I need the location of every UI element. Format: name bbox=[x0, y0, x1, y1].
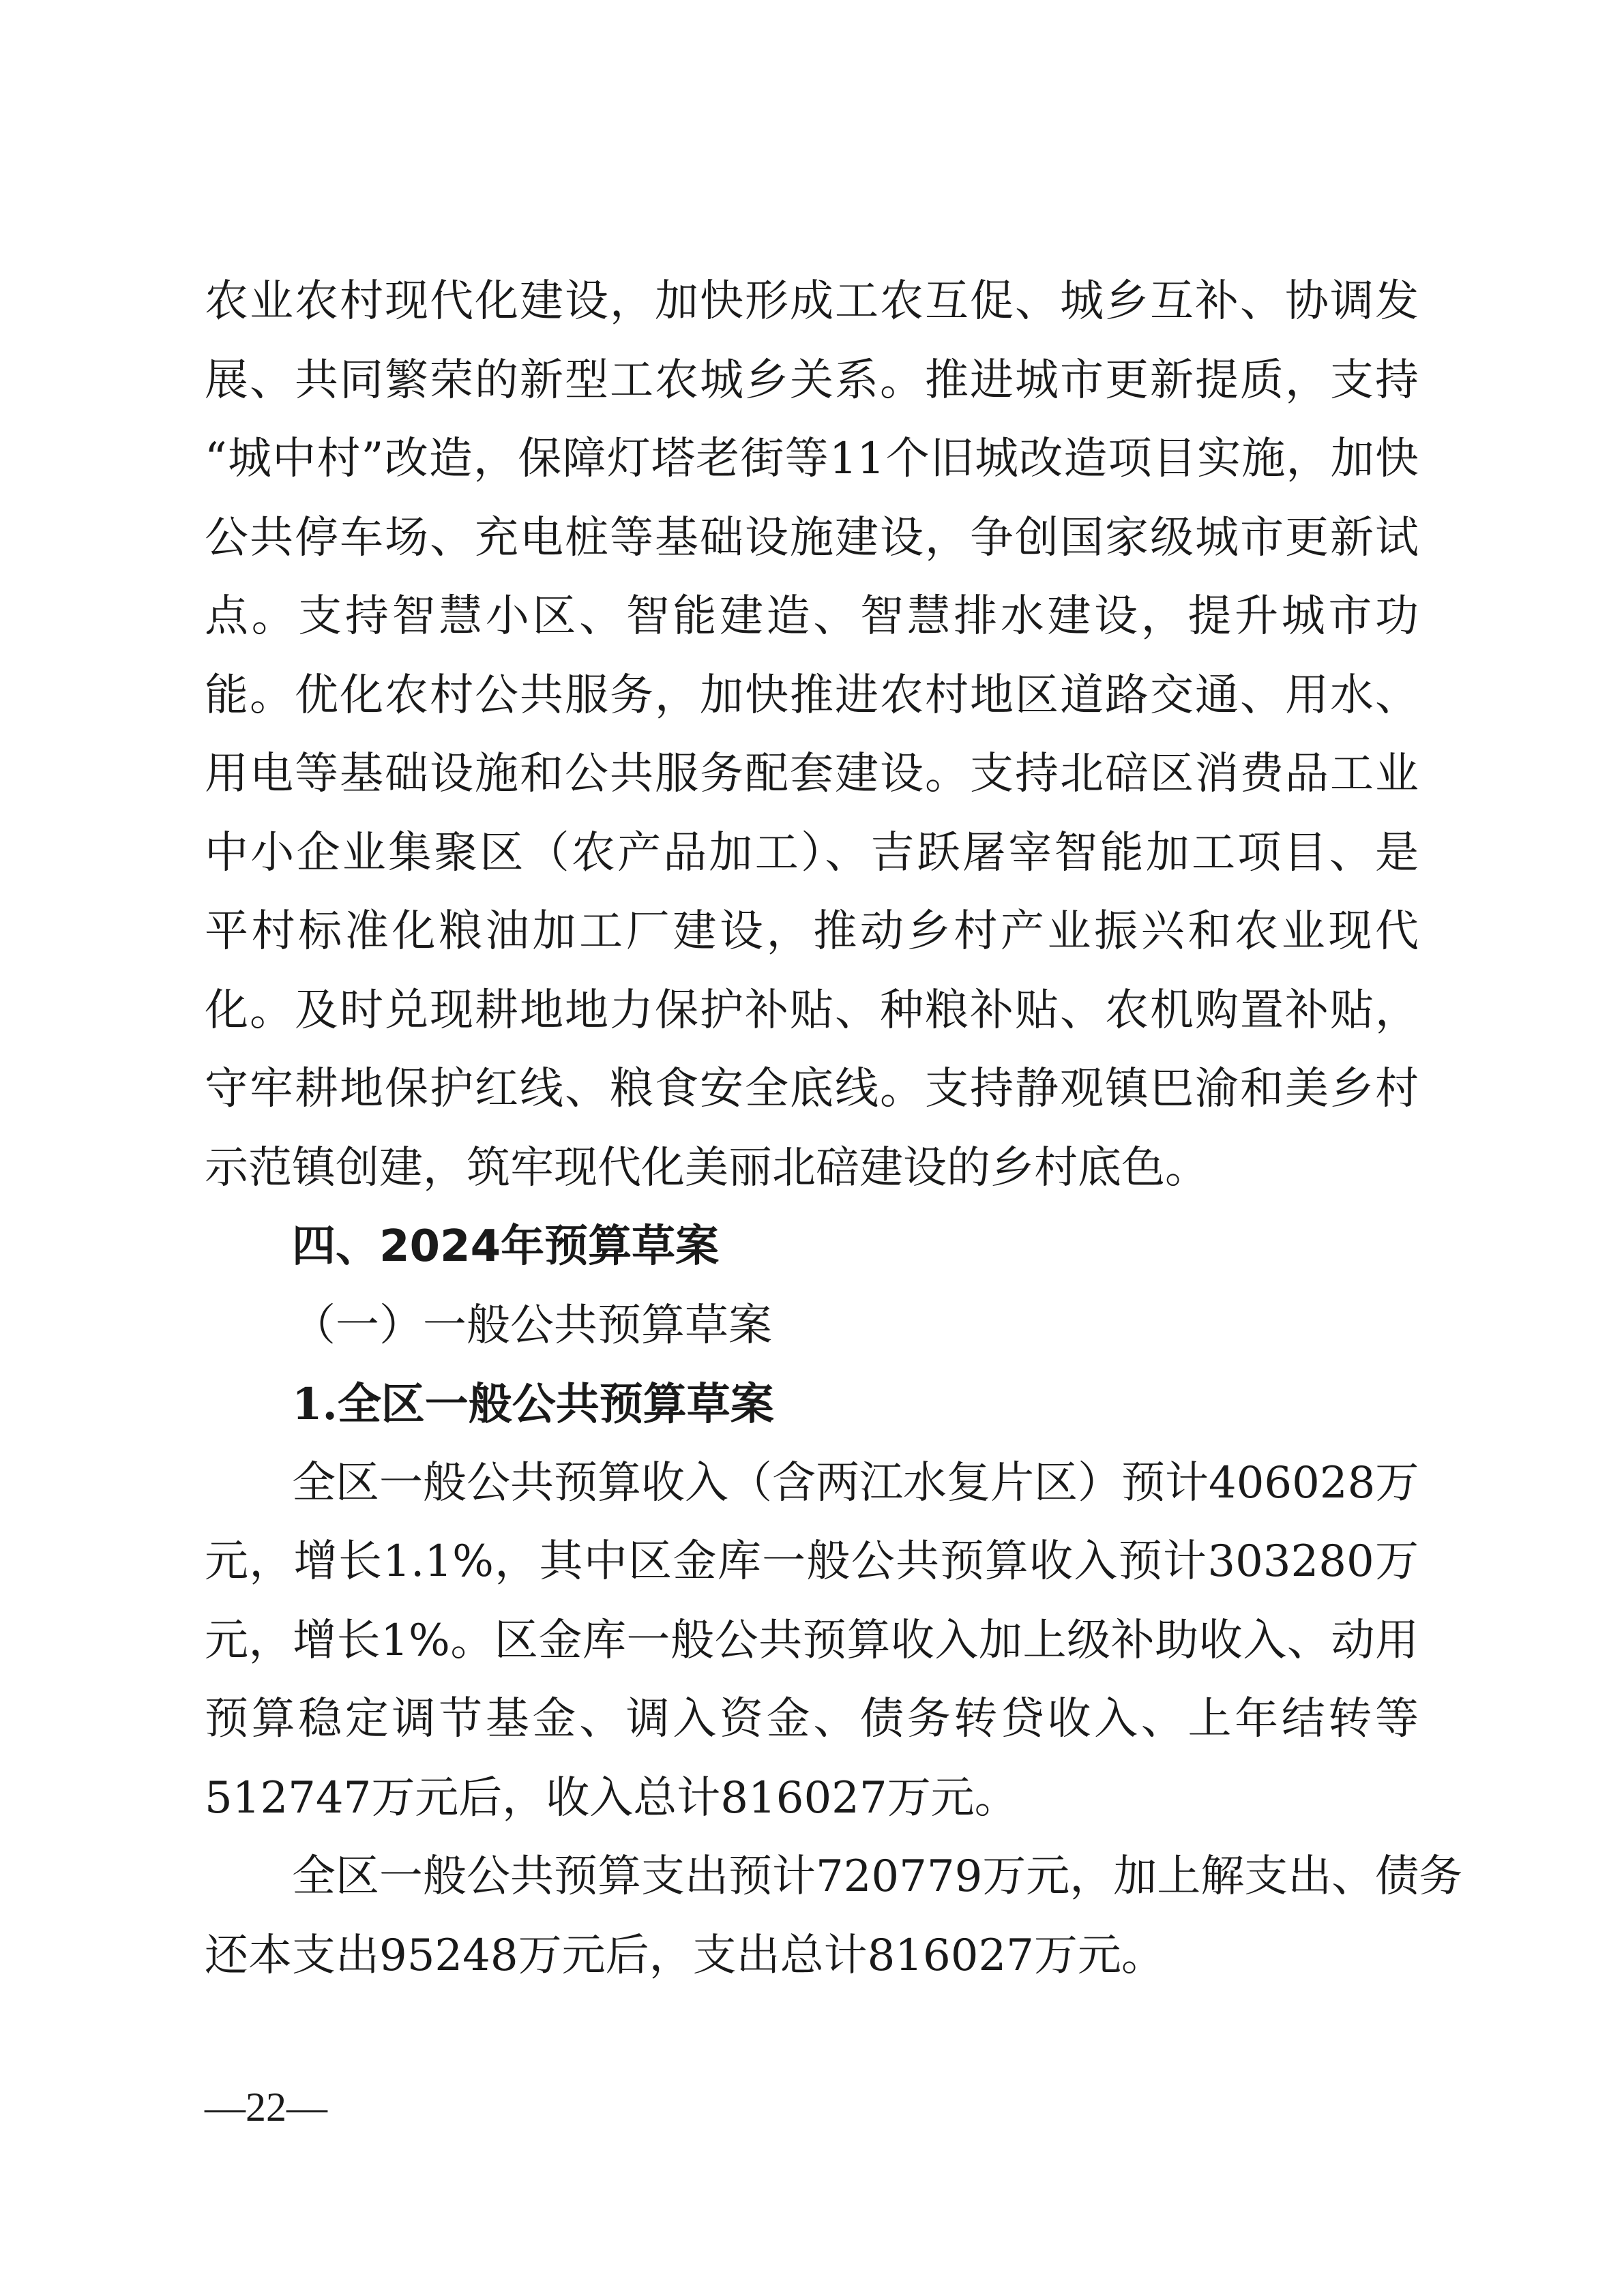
subsection-heading: （一）一般公共预算草案 bbox=[292, 1300, 772, 1351]
body-text bbox=[205, 263, 1463, 1995]
paragraph-line: 平村标准化粮油加工厂建设，推动乡村产业振兴和农业现代 bbox=[205, 906, 1419, 957]
paragraph-line: 元，增长1.1%，其中区金库一般公共预算收入预计303280万 bbox=[205, 1536, 1419, 1587]
paragraph-line: “城中村”改造，保障灯塔老街等11个旧城改造项目实施，加快 bbox=[205, 434, 1419, 484]
paragraph-line: 农业农村现代化建设，加快形成工农互促、城乡互补、协调发 bbox=[205, 276, 1419, 327]
paragraph-line: 预算稳定调节基金、调入资金、债务转贷收入、上年结转等 bbox=[205, 1694, 1419, 1744]
paragraph-line: 能。优化农村公共服务，加快推进农村地区道路交通、用水、 bbox=[205, 670, 1419, 721]
paragraph-line: 化。及时兑现耕地地力保护补贴、种粮补贴、农机购置补贴， bbox=[205, 985, 1419, 1036]
page-number: —22— bbox=[205, 2085, 327, 2130]
paragraph-line: 公共停车场、充电桩等基础设施建设，争创国家级城市更新试 bbox=[205, 512, 1419, 563]
paragraph-line: 守牢耕地保护红线、粮食安全底线。支持静观镇巴渝和美乡村 bbox=[205, 1064, 1419, 1114]
paragraph-line: 元，增长1%。区金库一般公共预算收入加上级补助收入、动用 bbox=[205, 1615, 1419, 1666]
paragraph-line: 全区一般公共预算支出预计720779万元，加上解支出、债务 bbox=[292, 1851, 1463, 1902]
paragraph-line: 中小企业集聚区（农产品加工）、吉跃屠宰智能加工项目、是 bbox=[205, 827, 1419, 878]
paragraph-line: 还本支出95248万元后，支出总计816027万元。 bbox=[205, 1930, 1165, 1981]
item-heading: 1.全区一般公共预算草案 bbox=[292, 1379, 774, 1430]
paragraph-line: 展、共同繁荣的新型工农城乡关系。推进城市更新提质，支持 bbox=[205, 355, 1419, 406]
section-heading: 四、2024年预算草案 bbox=[292, 1221, 720, 1272]
paragraph-line: 点。支持智慧小区、智能建造、智慧排水建设，提升城市功 bbox=[205, 591, 1419, 642]
paragraph-line: 用电等基础设施和公共服务配套建设。支持北碚区消费品工业 bbox=[205, 749, 1419, 799]
paragraph-line: 512747万元后，收入总计816027万元。 bbox=[205, 1772, 1018, 1823]
paragraph-line: 全区一般公共预算收入（含两江水复片区）预计406028万 bbox=[292, 1457, 1419, 1508]
paragraph-line: 示范镇创建，筑牢现代化美丽北碚建设的乡村底色。 bbox=[205, 1142, 1209, 1193]
